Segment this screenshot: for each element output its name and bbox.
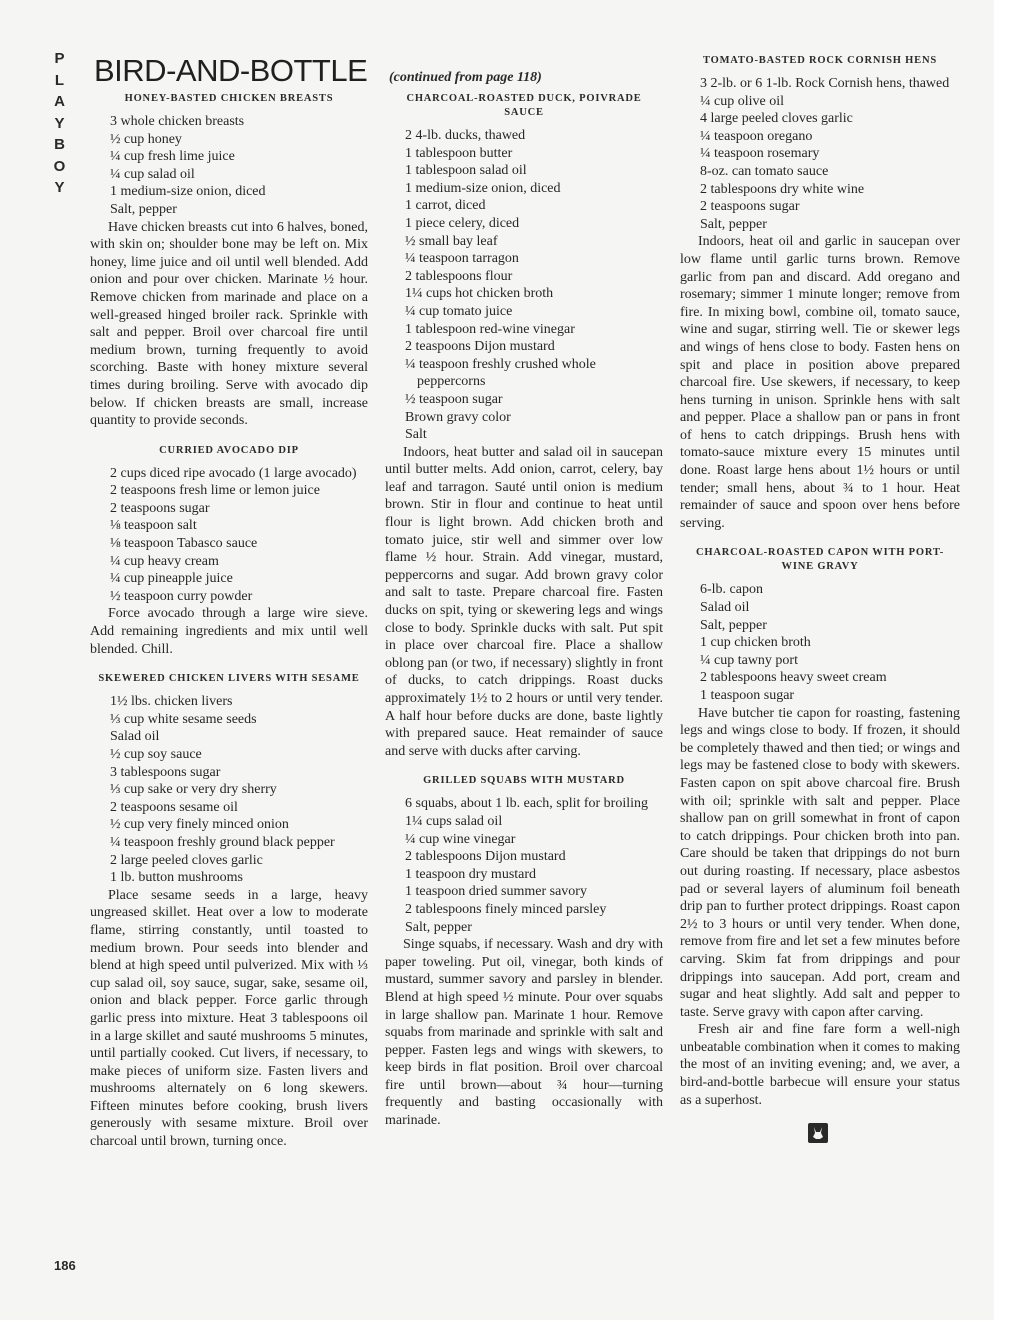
ingredient-line: 1 tablespoon salad oil <box>405 163 527 179</box>
ingredient-line: ⅛ teaspoon salt <box>110 518 197 534</box>
ingredient-line: Salad oil <box>110 729 160 745</box>
ingredient-line: 1 carrot, diced <box>405 198 486 214</box>
ingredient-line: 2 cups diced ripe avocado (1 large avocado) <box>110 465 357 481</box>
ingredient-line: Salt, pepper <box>700 216 767 232</box>
ingredient-line: Salt <box>405 427 427 443</box>
recipe-directions: Have chicken breasts cut into 6 halves, boned, with skin on; shoulder bone may be left on. Mix honey, lime juice and oil until well blended. Add onion and pour over chicken. Marinate ½ hour. Remove chicken from marinade and place on a well-greased hinged broiler rack. Sprinkle with salt and pepper. Broil over charcoal fire until medium brown, turning frequently to avoid scorching. Baste with honey mixture several times during broiling. Serve with avocado dip below. If chicken breasts are small, increase quantity to provide seconds. <box>90 219 368 429</box>
ingredient-line: ¼ teaspoon oregano <box>700 128 813 144</box>
ingredient-line: 4 large peeled cloves garlic <box>700 111 853 127</box>
side-label-letter: L <box>54 71 66 89</box>
side-label-letter: Y <box>54 114 66 132</box>
ingredient-line: 2 teaspoons fresh lime or lemon juice <box>110 483 320 499</box>
ingredient-line: 1 lb. button mushrooms <box>110 870 244 886</box>
ingredient-line: 1½ lbs. chicken livers <box>110 694 233 710</box>
ingredient-line: 1 tablespoon red-wine vinegar <box>405 321 575 337</box>
ingredient-line: ¼ cup pineapple juice <box>110 571 233 587</box>
ingredient-line: 1 tablespoon butter <box>405 145 513 161</box>
ingredient-line: 1 medium-size onion, diced <box>110 184 266 200</box>
ingredient-line: 8-oz. can tomato sauce <box>700 163 829 179</box>
ingredient-line: ¼ cup heavy cream <box>110 553 219 569</box>
ingredient-line: 1 piece celery, diced <box>405 215 520 231</box>
recipe-directions: Have butcher tie capon for roasting, fastening legs and wings close to body. If frozen, it should be completely thawed and then tied; or wings and legs may be fastened close to body with skewers. Fasten capon on spit above charcoal fire. Brush with oil; sprinkle with salt and pepper. Place shallow pan on grill somewhat in front of capon to catch drippings. Pour chicken broth into pan. Care should be taken that drippings do not burn out during roasting. If necessary, place asbestos pad or several layers of aluminum foil beneath drip pan to further protect drippings. Roast capon 2½ to 3 hours or until very tender. When done, remove from fire and let set a few minutes before carving. Skim fat from drippings and pour drippings into saucepan. Add port, cream and sugar and heat slightly. Add salt and pepper to taste. Serve gravy with capon after carving. <box>680 705 960 1020</box>
ingredient-line: ⅓ cup sake or very dry sherry <box>110 782 277 798</box>
ingredient-line: 1 teaspoon dry mustard <box>405 866 537 882</box>
ingredient-line: 1¼ cups salad oil <box>405 813 503 829</box>
ingredient-line: ¼ cup tawny port <box>700 652 798 668</box>
side-label <box>50 48 70 199</box>
ingredient-line: 3 2-lb. or 6 1-lb. Rock Cornish hens, thawed <box>700 76 950 91</box>
recipe-directions: Indoors, heat butter and salad oil in saucepan until butter melts. Add onion, carrot, celery, bay leaf and tarragon. Sauté until onion is medium brown. Stir in flour and continue to heat until flour is light brown. Add chicken broth and tomato juice, stir well and simmer over low flame ½ hour. Strain. Add vinegar, mustard, peppercorns and sugar. Add brown gravy color and salt to taste. Prepare charcoal fire. Fasten ducks on spit, tying or skewering legs and wings close to body. Sprinkle ducks with salt. Put spit in place over charcoal fire. Place a shallow oblong pan (or two, if necessary) slightly in front of ducks, to catch drippings. Roast ducks approximately 1½ to 2 hours or until very tender. A half hour before ducks are done, baste lightly with prepared sauce. Heat remainder of sauce and serve with ducks after carving. <box>385 444 663 759</box>
page-number: 186 <box>54 1258 76 1273</box>
ingredient-line: 1 medium-size onion, diced <box>405 180 561 196</box>
ingredient-line: 2 teaspoons sugar <box>700 199 800 215</box>
column-1 <box>90 92 368 1165</box>
ingredient-line: ¼ cup wine vinegar <box>405 831 516 847</box>
ingredient-line: 1 cup chicken broth <box>700 635 811 651</box>
side-label-letter: Y <box>54 179 66 196</box>
ingredient-line: 1¼ cups hot chicken broth <box>405 286 554 302</box>
ingredient-line: ¼ cup tomato juice <box>405 303 513 319</box>
ingredient-line: ¼ teaspoon freshly crushed whole peppercorns <box>405 356 596 390</box>
recipe-directions: Fresh air and fine fare form a well-nigh unbeatable combination when it comes to making the most of an inviting evening; and, we aver, a bird-and-bottle barbecue will ensure your status as a superhost. <box>680 1022 960 1108</box>
ingredient-line: Salt, pepper <box>405 919 472 935</box>
ingredient-line: 2 tablespoons flour <box>405 268 513 284</box>
side-label-letter: A <box>54 93 66 110</box>
continued-note: (continued from page 118) <box>389 70 542 85</box>
recipe <box>385 92 663 760</box>
side-label-letter: P <box>54 50 66 67</box>
ingredient-line: 3 whole chicken breasts <box>110 114 245 129</box>
ingredient-line: 2 large peeled cloves garlic <box>110 852 263 868</box>
ingredient-line: ⅛ teaspoon Tabasco sauce <box>110 536 258 552</box>
recipe <box>90 444 368 659</box>
column-2-recipes <box>385 92 663 1130</box>
rabbit-head-end-mark-icon <box>808 1123 828 1143</box>
ingredient-line: ¼ cup olive oil <box>700 93 784 109</box>
ingredient-line: ½ teaspoon curry powder <box>110 588 253 604</box>
recipe-directions: Force avocado through a large wire sieve. Add remaining ingredients and mix until well blended. Chill. <box>90 606 368 657</box>
recipe-title: CHARCOAL-ROASTED DUCK, POIVRADE SAUCE <box>406 93 642 118</box>
column-3-recipes <box>680 54 960 1109</box>
ingredient-line: 6 squabs, about 1 lb. each, split for broiling <box>405 796 649 812</box>
ingredient-line: 2 tablespoons Dijon mustard <box>405 849 566 865</box>
ingredient-line: ¼ cup fresh lime juice <box>110 149 235 165</box>
page-edge <box>994 0 1020 1320</box>
ingredient-line: ½ cup very finely minced onion <box>110 817 289 833</box>
recipe-title: TOMATO-BASTED ROCK CORNISH HENS <box>703 55 937 66</box>
column-2 <box>385 68 663 1144</box>
recipe-title: SKEWERED CHICKEN LIVERS WITH SESAME <box>98 673 360 685</box>
ingredient-line: ¼ cup salad oil <box>110 166 195 182</box>
recipe-directions: Place sesame seeds in a large, heavy ungreased skillet. Heat over a low to moderate flame, stirring constantly, until toasted to medium brown. Pour seeds into blender and blend at high speed until pulverized. Mix with ⅓ cup salad oil, soy sauce, sugar, sake, sesame oil, onion and black pepper. Force garlic through garlic press into mixture. Heat 3 tablespoons oil in a large skillet and sauté mushrooms 5 minutes, until partially cooked. Cut livers, if necessary, to make pieces of uniform size. Fasten livers and mushrooms alternately on 6 long skewers. Fifteen minutes before cooking, brush livers generously with sesame mixture. Broil over charcoal until brown, turning once. <box>90 887 368 1150</box>
recipe <box>90 92 368 430</box>
recipe <box>385 774 663 1129</box>
ingredient-line: 2 tablespoons heavy sweet cream <box>700 670 887 686</box>
recipe <box>90 672 368 1150</box>
recipe <box>680 54 960 532</box>
recipe-title: GRILLED SQUABS WITH MUSTARD <box>423 775 625 787</box>
recipe-title: CURRIED AVOCADO DIP <box>159 444 299 456</box>
ingredient-line: ¼ teaspoon tarragon <box>405 251 519 267</box>
recipe-title: HONEY-BASTED CHICKEN BREASTS <box>124 93 334 104</box>
recipe <box>680 546 960 1109</box>
ingredient-line: 2 teaspoons Dijon mustard <box>405 339 555 355</box>
ingredient-line: Brown gravy color <box>405 409 511 425</box>
ingredient-line: 1 teaspoon sugar <box>700 688 795 703</box>
ingredient-line: Salt, pepper <box>110 201 177 217</box>
ingredient-line: ¼ teaspoon freshly ground black pepper <box>110 834 335 850</box>
ingredient-line: 2 tablespoons dry white wine <box>700 181 865 197</box>
column-3 <box>680 54 960 1143</box>
ingredient-line: ½ teaspoon sugar <box>405 391 503 407</box>
ingredient-line: Salt, pepper <box>700 617 767 633</box>
ingredient-line: ½ small bay leaf <box>405 233 498 249</box>
ingredient-line: 3 tablespoons sugar <box>110 764 221 780</box>
ingredient-line: 2 teaspoons sesame oil <box>110 799 238 815</box>
side-label-letter: O <box>53 157 67 175</box>
ingredient-line: 2 4-lb. ducks, thawed <box>405 128 526 143</box>
masthead-title: BIRD-AND-BOTTLE <box>94 53 368 88</box>
ingredient-line: 6-lb. capon <box>700 582 763 598</box>
ingredient-line: ⅓ cup white sesame seeds <box>110 711 257 727</box>
ingredient-line: ½ cup soy sauce <box>110 747 202 762</box>
ingredient-line: Salad oil <box>700 600 750 616</box>
ingredient-line: 2 tablespoons finely minced parsley <box>405 901 607 917</box>
recipe-directions: Indoors, heat oil and garlic in saucepan over low flame until garlic turns brown. Remove garlic from pan and discard. Add oregano and rosemary; simmer 1 minute longer; remove from fire. In mixing bowl, combine oil, tomato sauce, wine and sugar, stirring well. Tie or skewer legs and wings of hens close to body. Fasten hens on spit and place in position above prepared charcoal fire. Use skewers, if necessary, to keep hens turning in unison. Sprinkle hens with salt and pepper. Place a shallow pan or pans in front of hens to catch drippings. Brush hens with tomato-sauce mixture every 15 minutes until done. Roast large hens about 1½ hours or until tender; small hens, about ¾ to 1 hour. Heat remainder of sauce and spoon over hens before serving. <box>680 234 960 531</box>
recipe-directions: Singe squabs, if necessary. Wash and dry with paper toweling. Put oil, vinegar, both kinds of mustard, summer savory and parsley in blender. Blend at high speed ½ minute. Pour over squabs in large shallow pan. Marinate 1 hour. Remove squabs from marinade and sprinkle with salt and pepper. Fasten legs and wings with skewers, to keep birds in flat position. Broil over charcoal fire until brown—about ¾ hour—turning frequently and basting occasionally with marinade. <box>385 937 663 1129</box>
ingredient-line: 1 teaspoon dried summer savory <box>405 884 587 900</box>
ingredient-line: ¼ teaspoon rosemary <box>700 146 820 162</box>
recipe-title: CHARCOAL-ROASTED CAPON WITH PORT-WINE GRAVY <box>695 547 944 573</box>
ingredient-line: ½ cup honey <box>110 131 182 147</box>
side-label-letter: B <box>54 136 66 153</box>
ingredient-line: 2 teaspoons sugar <box>110 500 210 516</box>
